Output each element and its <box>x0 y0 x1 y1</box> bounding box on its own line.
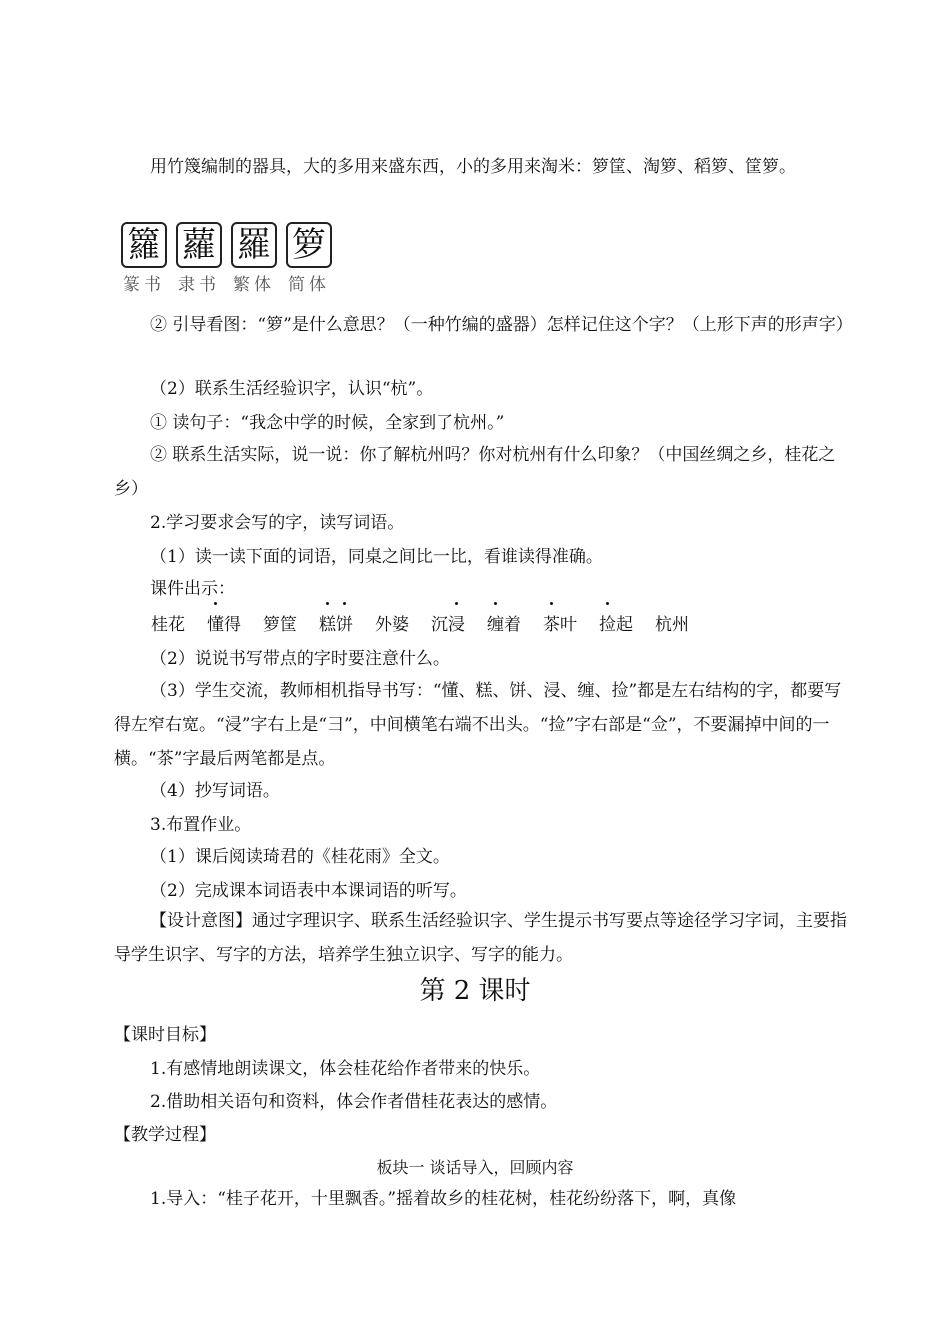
word-item: 箩筐 <box>263 615 297 635</box>
heading-lesson-goals: 【课时目标】 <box>114 1025 216 1045</box>
line-writing-notes: （2）说说书写带点的字时要注意什么。 <box>150 649 450 669</box>
word-item: 缠着 <box>487 610 521 635</box>
word-item: 捡起 <box>599 610 633 635</box>
line-read-words: （1）读一读下面的词语，同桌之间比一比，看谁读得准确。 <box>150 547 603 567</box>
simplified-glyph: 箩 <box>286 222 332 268</box>
word-item: 懂得 <box>207 610 241 635</box>
line-intro-step: 1.导入：“桂子花开，十里飘香。”摇着故乡的桂花树，桂花纷纷落下，啊，真像 <box>150 1189 737 1209</box>
word-item: 茶叶 <box>543 610 577 635</box>
lesson-title: 第 2 课时 <box>419 976 531 1006</box>
paragraph-guide-picture: ② 引导看图：“箩”是什么意思？（一种竹编的盛器）怎样记住这个字？（上形下声的形声字） <box>150 315 853 335</box>
traditional-glyph: 羅 <box>231 222 277 268</box>
word-item: 外婆 <box>375 615 409 635</box>
word-item: 糕饼 <box>319 610 353 635</box>
line-read-sentence: ① 读句子：“我念中学的时候，全家到了杭州。” <box>150 413 505 433</box>
paragraph-design-intent: 【设计意图】通过字理识字、联系生活经验识字、学生提示书写要点等途径学习字词，主要指导学生识字、写字的方法，培养学生独立识字、写字的能力。 <box>114 911 847 965</box>
line-courseware: 课件出示： <box>150 579 235 599</box>
line-homework-2: （2）完成课本词语表中本课词语的听写。 <box>150 881 467 901</box>
goal-item-1: 1.有感情地朗读课文，体会桂花给作者带来的快乐。 <box>150 1059 541 1079</box>
label-simplified: 简体 <box>288 275 330 295</box>
word-item: 沉浸 <box>431 610 465 635</box>
clerical-script-glyph: 蘿 <box>176 222 222 268</box>
line-step-2: 2.学习要求会写的字，读写词语。 <box>150 513 405 533</box>
paragraph-hangzhou: ② 联系生活实际，说一说：你了解杭州吗？你对杭州有什么印象？（中国丝绸之乡，桂花之乡） <box>114 445 836 499</box>
word-item: 桂花 <box>151 615 185 635</box>
paragraph-writing-guidance: （3）学生交流，教师相机指导书写：“懂、糕、饼、浸、缠、捡”都是左右结构的字，都要写得左窄右宽。“浸”字右上是“彐”，中间横笔右端不出头。“捡”字右部是“佥”，不要漏掉中间的一横。“茶”字最后两笔都是点。 <box>114 681 842 769</box>
word-list <box>151 610 711 635</box>
heading-teaching-process: 【教学过程】 <box>114 1125 216 1145</box>
line-homework: 3.布置作业。 <box>150 815 252 835</box>
paragraph-intro: 用竹篾编制的器具，大的多用来盛东西，小的多用来淘米：箩筐、淘箩、稻箩、筐箩。 <box>150 157 796 177</box>
line-hang-intro: （2）联系生活经验识字，认识“杭”。 <box>150 379 434 399</box>
label-seal: 篆书 <box>123 275 165 295</box>
line-copy-words: （4）抄写词语。 <box>150 781 280 801</box>
word-item: 杭州 <box>655 615 689 635</box>
section-subtitle: 板块一 谈话导入，回顾内容 <box>376 1158 574 1177</box>
label-clerical: 隶书 <box>178 275 220 295</box>
line-homework-1: （1）课后阅读琦君的《桂花雨》全文。 <box>150 847 450 867</box>
label-traditional: 繁体 <box>233 275 275 295</box>
character-forms <box>121 222 332 268</box>
seal-script-glyph: 籮 <box>121 222 167 268</box>
character-form-labels <box>121 270 332 295</box>
goal-item-2: 2.借助相关语句和资料，体会作者借桂花表达的感情。 <box>150 1092 558 1112</box>
